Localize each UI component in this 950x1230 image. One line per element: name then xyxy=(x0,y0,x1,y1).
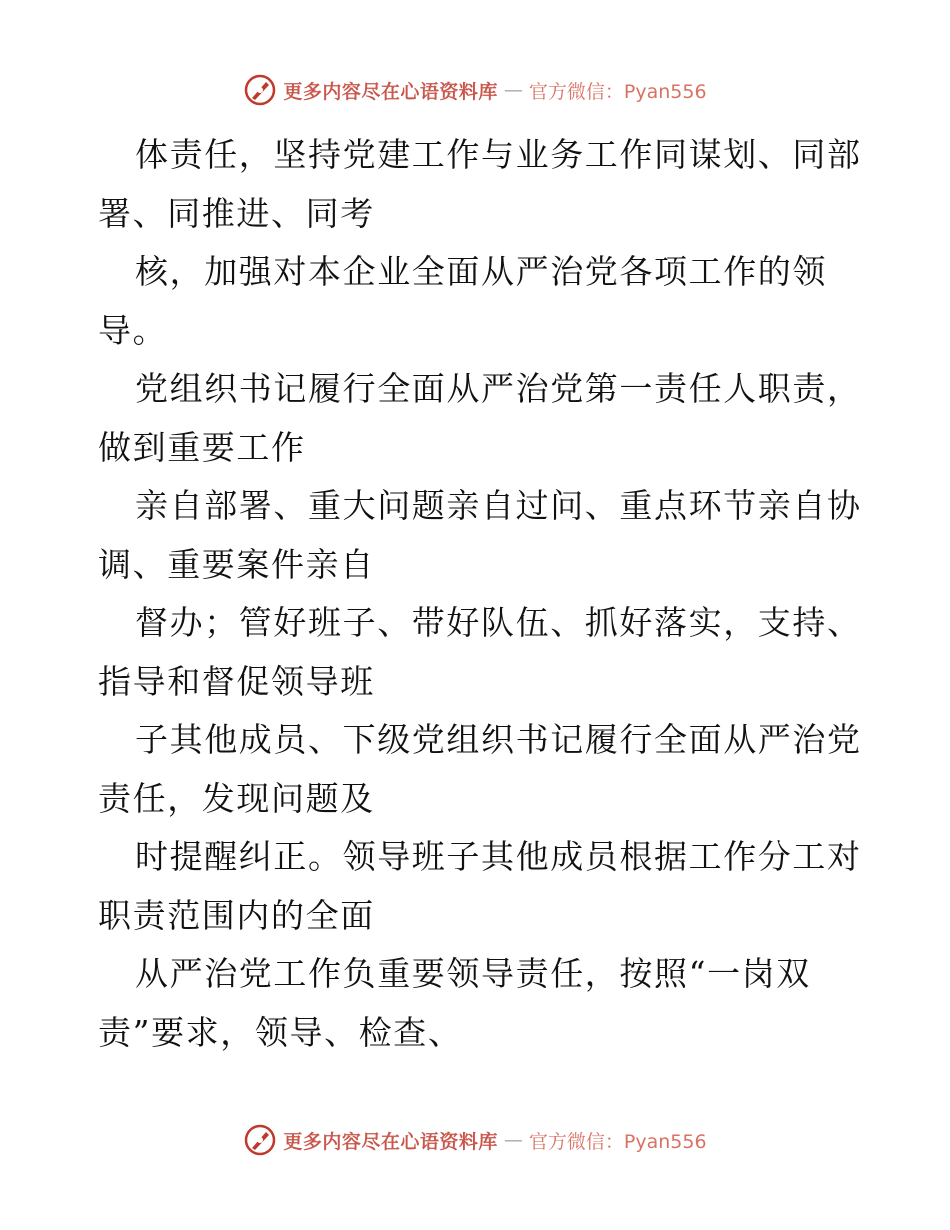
text-line: 党组织书记履行全面从严治党第一责任人职责， xyxy=(135,369,862,408)
watermark-separator: — xyxy=(503,79,523,101)
text-line: 核，加强对本企业全面从严治党各项工作的领 xyxy=(135,252,827,291)
watermark-wechat: 官方微信：Pyan556 xyxy=(528,80,707,103)
text-line: 责”要求，领导、检查、 xyxy=(98,1012,463,1052)
seal-pen-icon xyxy=(243,1123,277,1157)
text-line: 做到重要工作 xyxy=(98,427,306,467)
text-line: 亲自部署、重大问题亲自过问、重点环节亲自协 xyxy=(135,486,862,525)
watermark-separator: — xyxy=(503,1129,523,1151)
text-line: 导。 xyxy=(98,310,168,350)
seal-pen-icon xyxy=(243,73,277,107)
document-body xyxy=(98,126,862,1062)
text-line: 时提醒纠正。领导班子其他成员根据工作分工对 xyxy=(135,837,862,876)
text-line: 子其他成员、下级党组织书记履行全面从严治党 xyxy=(135,720,862,759)
text-line: 职责范围内的全面 xyxy=(98,895,375,935)
text-line: 督办；管好班子、带好队伍、抓好落实，支持、 xyxy=(135,603,862,642)
text-line: 指导和督促领导班 xyxy=(98,661,375,701)
watermark-wechat: 官方微信：Pyan556 xyxy=(528,1130,707,1153)
text-line: 调、重要案件亲自 xyxy=(98,544,375,584)
watermark-text: 更多内容尽在心语资料库 xyxy=(283,1130,498,1153)
header-watermark xyxy=(0,70,950,110)
text-line: 责任，发现问题及 xyxy=(98,778,375,818)
footer-watermark xyxy=(0,1120,950,1160)
text-line: 署、同推进、同考 xyxy=(98,193,375,233)
text-line: 体责任，坚持党建工作与业务工作同谋划、同部 xyxy=(135,135,862,174)
watermark-text: 更多内容尽在心语资料库 xyxy=(283,80,498,103)
text-line: 从严治党工作负重要领导责任，按照“一岗双 xyxy=(135,954,811,993)
